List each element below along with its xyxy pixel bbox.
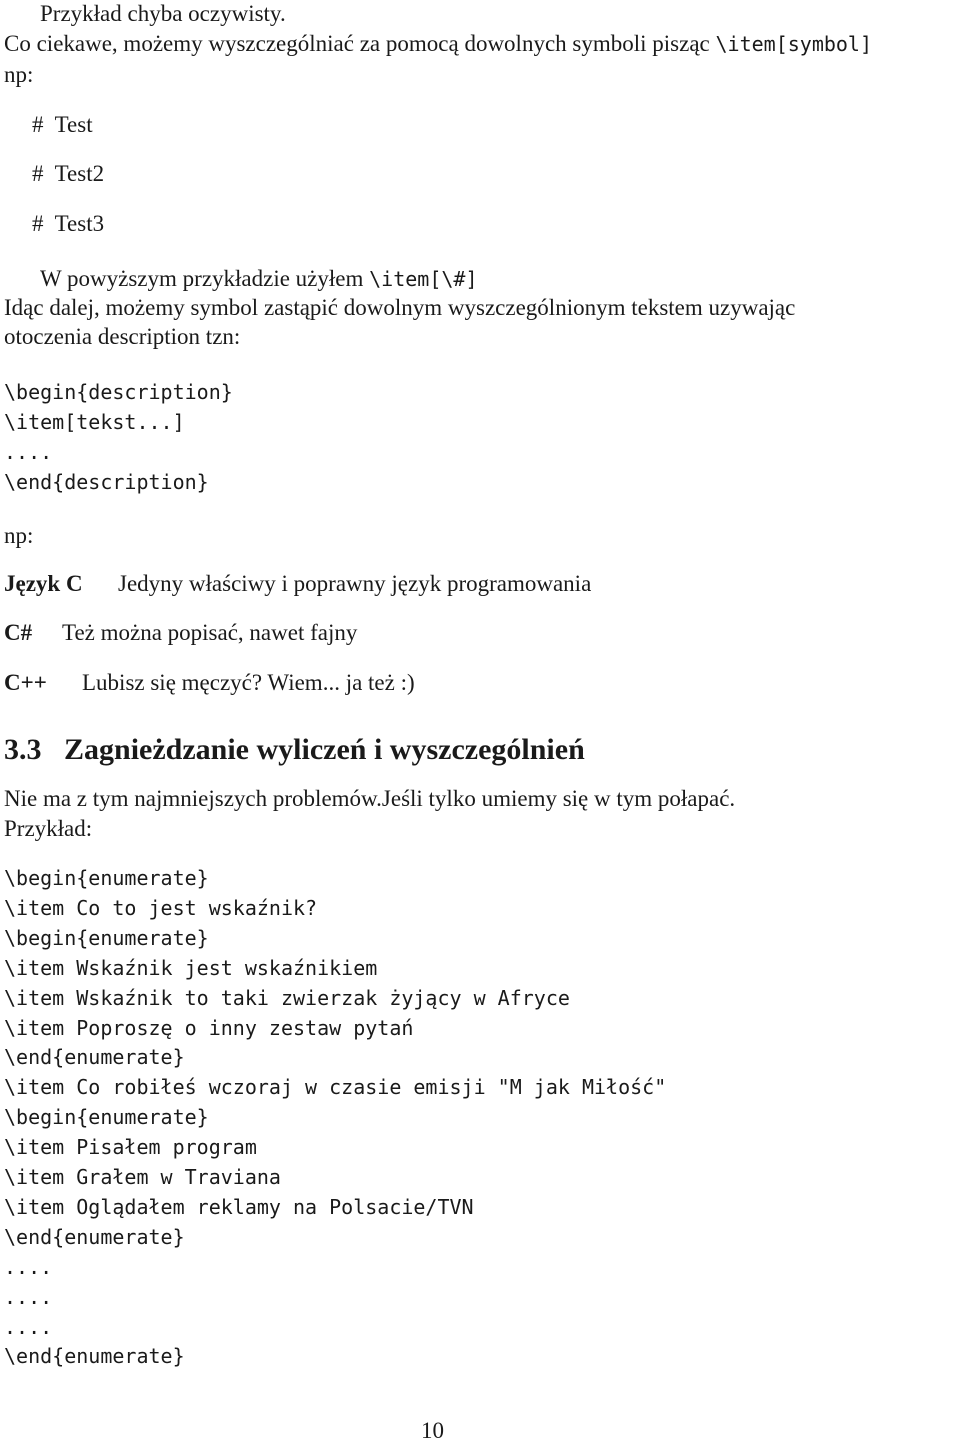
- description-text: Jedyny właściwy i poprawny język programowania: [118, 571, 592, 596]
- item-text: Test: [54, 112, 93, 137]
- para3-line-1: Nie ma z tym najmniejszych problemów.Jeśli tylko umiemy się w tym połapać.: [4, 786, 736, 811]
- intro-line-3: np:: [4, 62, 34, 87]
- item-symbol: #: [32, 112, 44, 137]
- description-term: C++: [4, 670, 47, 695]
- code-line: \item Pisałem program: [4, 1135, 257, 1159]
- code-line: ....: [4, 1315, 53, 1339]
- itemize-item: [32, 210, 104, 238]
- code-line: \begin{enumerate}: [4, 926, 209, 950]
- item-text: Test2: [54, 161, 105, 186]
- itemize-item: [32, 111, 93, 139]
- section-heading: [4, 732, 585, 768]
- code-line: ....: [4, 440, 53, 464]
- inline-code-item-symbol: \item[symbol]: [715, 32, 873, 56]
- after-list-text: W powyższym przykładzie użyłem: [40, 266, 370, 291]
- description-term: Język C: [4, 571, 83, 596]
- intro-line-2: [4, 30, 872, 58]
- description-text: Lubisz się męczyć? Wiem... ja też :): [82, 670, 415, 695]
- code-line: \item Wskaźnik jest wskaźnikiem: [4, 956, 378, 980]
- section-number: 3.3: [4, 733, 42, 766]
- intro-text: Co ciekawe, możemy wyszczególniać za pomocą dowolnych symboli pisząc: [4, 31, 716, 56]
- code-line: \item[tekst...]: [4, 410, 185, 434]
- item-symbol: #: [32, 211, 44, 236]
- np-label: np:: [4, 523, 34, 548]
- description-term: C#: [4, 620, 33, 645]
- code-line: \item Co robiłeś wczoraj w czasie emisji "M jak Miłość": [4, 1075, 667, 1099]
- after-list-line: [40, 265, 478, 293]
- code-line: \item Oglądałem reklamy na Polsacie/TVN: [4, 1195, 474, 1219]
- code-line: \item Grałem w Traviana: [4, 1165, 281, 1189]
- code-line: \item Poproszę o inny zestaw pytań: [4, 1016, 414, 1040]
- code-line: \item Wskaźnik to taki zwierzak żyjący w Afryce: [4, 986, 570, 1010]
- description-text: Też można popisać, nawet fajny: [62, 620, 358, 645]
- para3-line-2: Przykład:: [4, 816, 93, 841]
- intro-line-1: Przykład chyba oczywisty.: [40, 1, 286, 26]
- code-line: \end{description}: [4, 470, 209, 494]
- code-line: \end{enumerate}: [4, 1344, 185, 1368]
- para2-line-1: Idąc dalej, możemy symbol zastąpić dowolnym wyszczególnionym tekstem uzywając: [4, 295, 796, 320]
- para2-line-2: otoczenia description tzn:: [4, 324, 241, 349]
- code-line: ....: [4, 1285, 53, 1309]
- page-number: 10: [421, 1418, 444, 1443]
- code-line: \begin{description}: [4, 380, 233, 404]
- code-line: \end{enumerate}: [4, 1225, 185, 1249]
- inline-code-item-hash: \item[\#]: [369, 267, 478, 291]
- itemize-item: [32, 160, 104, 188]
- code-line: ....: [4, 1255, 53, 1279]
- code-line: \end{enumerate}: [4, 1045, 185, 1069]
- code-line: \item Co to jest wskaźnik?: [4, 896, 318, 920]
- item-symbol: #: [32, 161, 44, 186]
- code-line: \begin{enumerate}: [4, 866, 209, 890]
- section-title: Zagnieżdzanie wyliczeń i wyszczególnień: [64, 733, 585, 766]
- item-text: Test3: [54, 211, 105, 236]
- code-line: \begin{enumerate}: [4, 1105, 209, 1129]
